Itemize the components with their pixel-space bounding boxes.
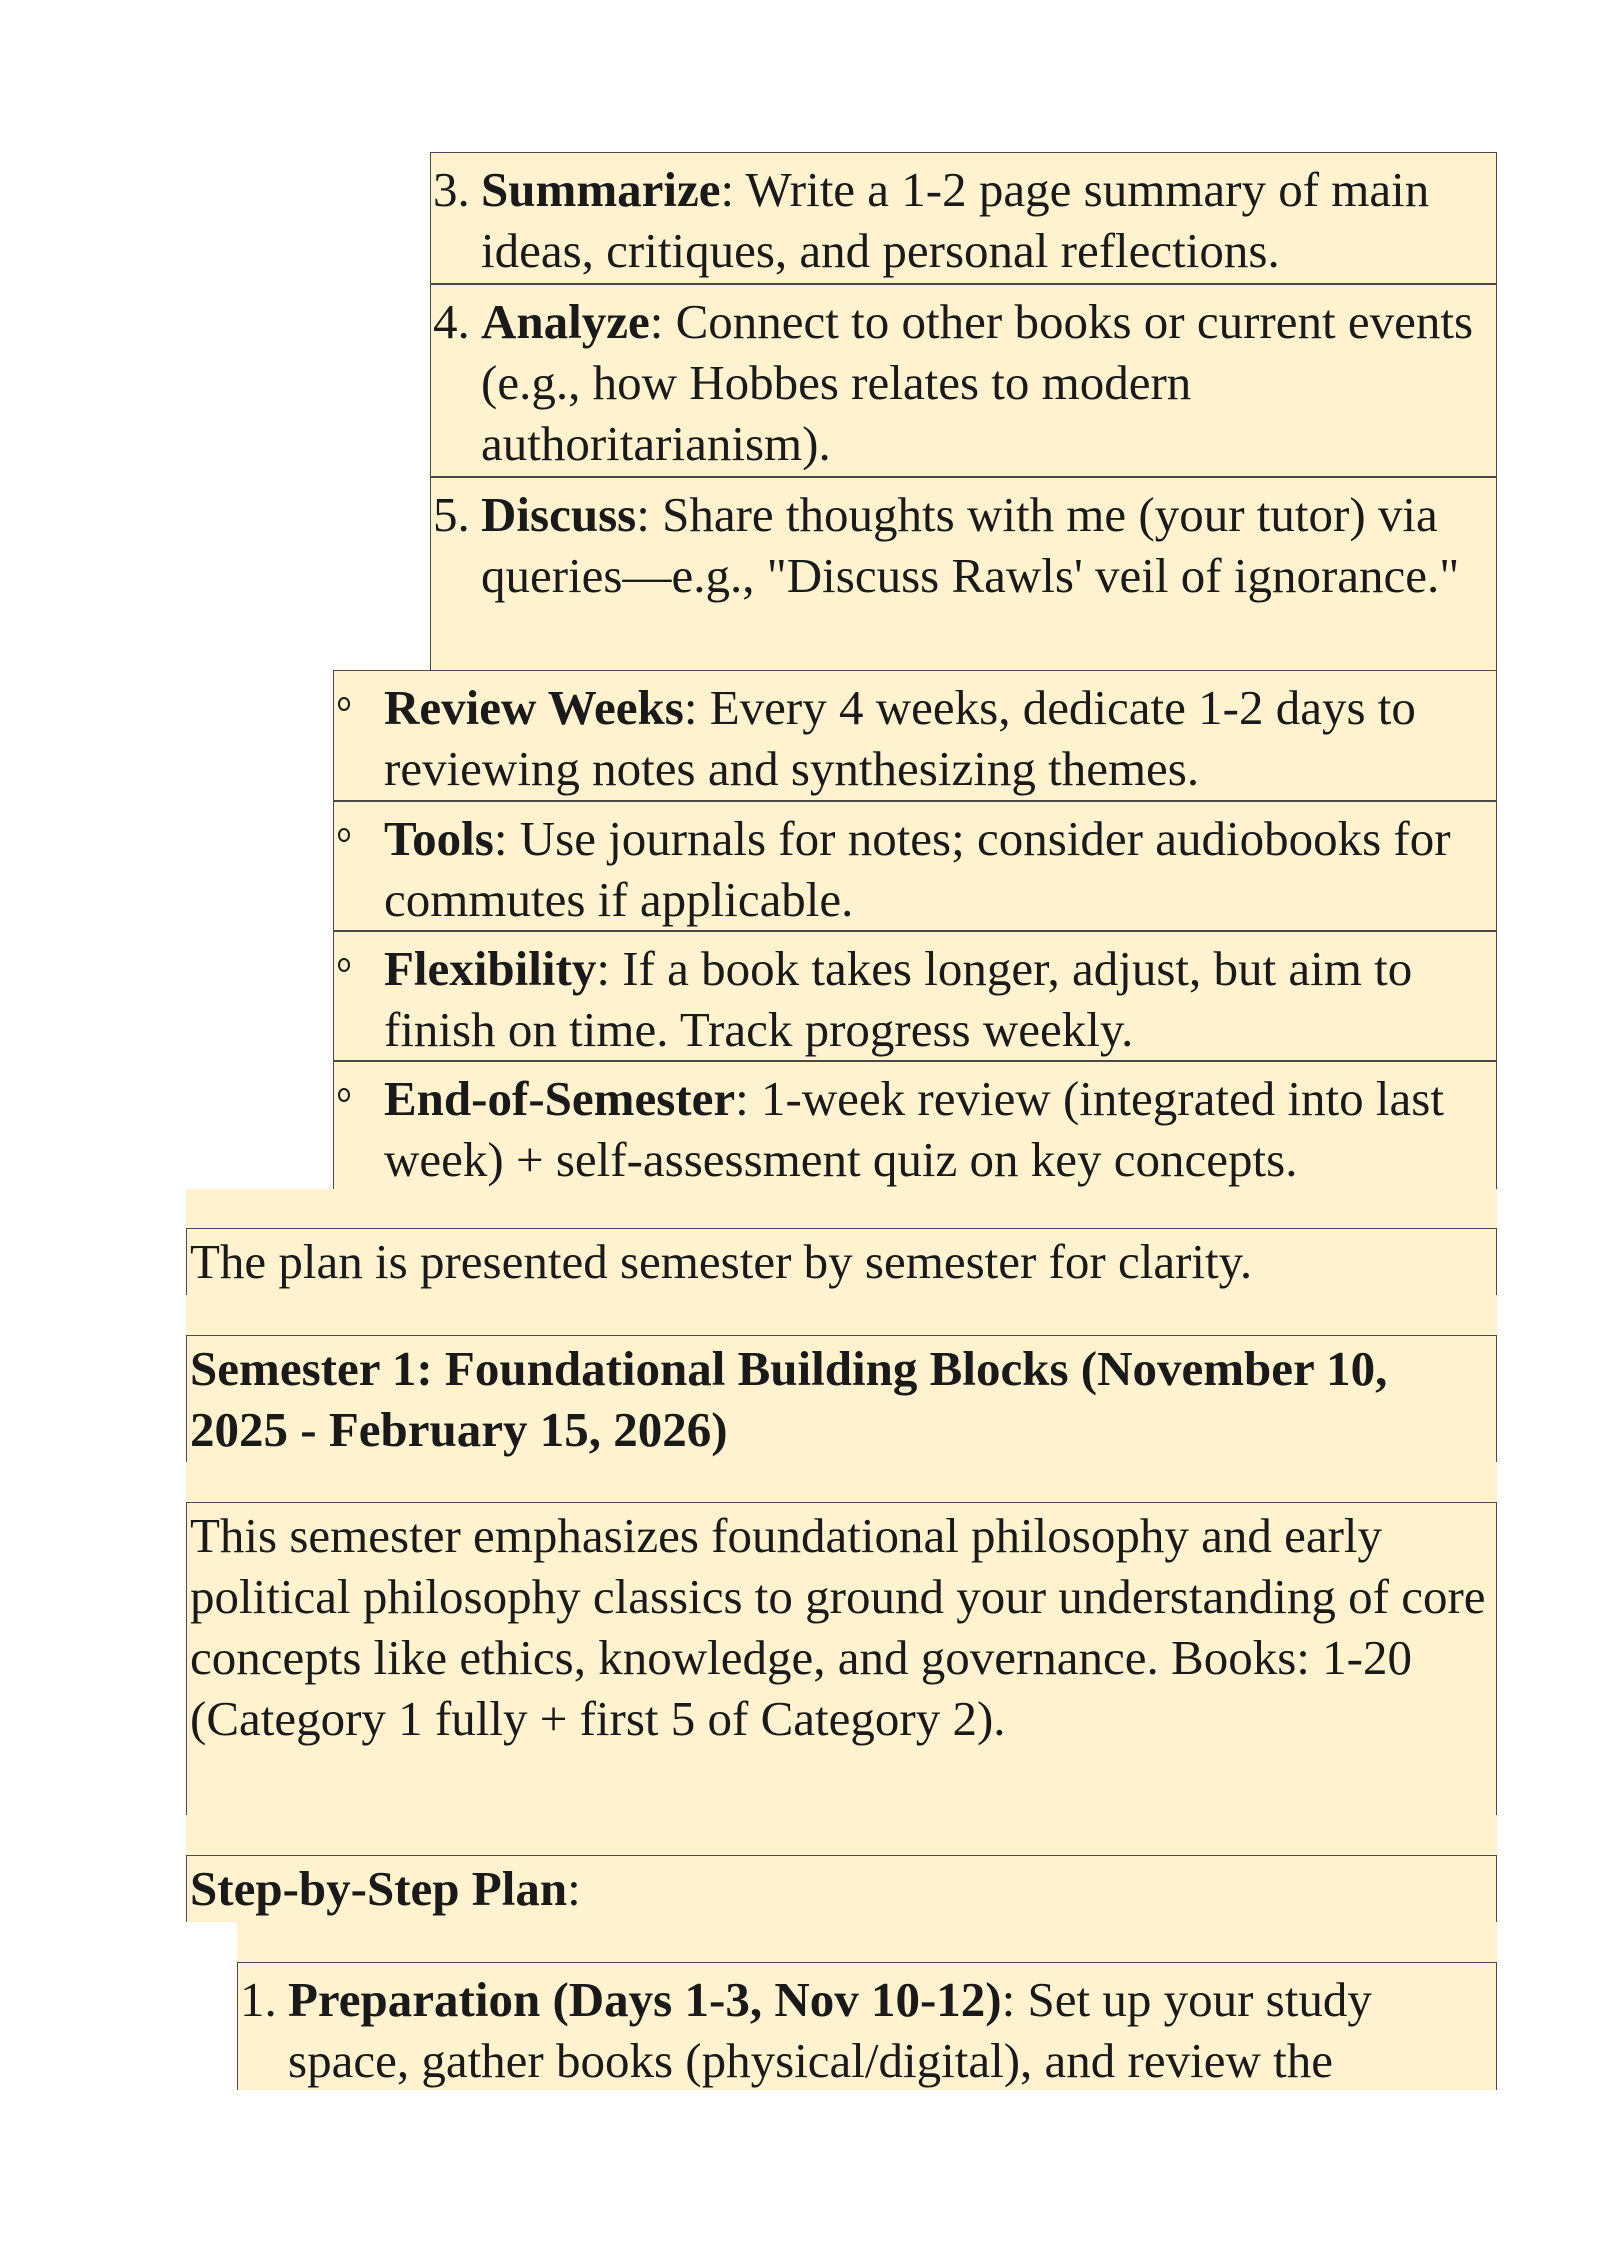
circle-bullet-icon [338,1088,350,1102]
bullet-term: Review Weeks [384,680,684,735]
shading-gap [186,1295,1497,1335]
semester-description-text: This semester emphasizes foundational philosophy and early political philosophy classics to ground your understanding of core concepts like ethics, knowledge, and governance. Books: 1-20 (Category 1 fully + first 5 of Category 2). [190,1508,1486,1746]
shading-gap [186,1462,1497,1502]
list-number: 4. [433,294,470,349]
plan-heading [186,1855,1497,1922]
bullet-term: End-of-Semester [384,1071,736,1126]
step-term: Discuss [481,487,637,542]
step-text: : Connect to other books or current events (e.g., how Hobbes relates to modern authoritarianism). [481,294,1474,471]
list-number: 1. [240,1972,277,2027]
intro-paragraph [186,1228,1497,1295]
bullet-text: : 1-week review (integrated into last week) + self-assessment quiz on key concepts. [384,1071,1444,1187]
step-text: : Share thoughts with me (your tutor) via queries—e.g., "Discuss Rawls' veil of ignorance." [481,487,1460,603]
semester-description [186,1502,1497,1815]
list-number: 3. [433,162,470,217]
step-text: : Set up your study space, gather books (physical/digital), and review the [288,1972,1372,2088]
intro-text: The plan is presented semester by semester for clarity. [190,1234,1253,1289]
list-item-step-3 [430,152,1497,284]
bullet-item-review-weeks [333,670,1497,801]
bullet-term: Tools [384,811,494,866]
step-text: : Write a 1-2 page summary of main ideas, critiques, and personal reflections. [481,162,1430,278]
bullet-text: : Use journals for notes; consider audiobooks for commutes if applicable. [384,811,1451,927]
semester-heading [186,1335,1497,1462]
shading-gap [237,1922,1497,1962]
circle-bullet-icon [338,958,350,972]
circle-bullet-icon [338,697,350,711]
bullet-text: : If a book takes longer, adjust, but aim to finish on time. Track progress weekly. [384,941,1413,1057]
bullet-term: Flexibility [384,941,597,996]
plan-heading-colon: : [567,1861,581,1916]
step-term: Analyze [481,294,650,349]
shading-gap [186,1815,1497,1855]
plan-heading-text: Step-by-Step Plan [190,1861,568,1916]
step-term: Preparation (Days 1-3, Nov 10-12) [288,1972,1002,2027]
semester-title: Semester 1: Foundational Building Blocks (November 10, 2025 - February 15, 2026) [190,1341,1388,1457]
list-item-step-4 [430,284,1497,477]
circle-bullet-icon [338,828,350,842]
list-item-preparation [237,1962,1497,2090]
list-item-step-5 [430,477,1497,671]
bullet-item-flexibility [333,931,1497,1061]
shading-gap [186,1189,1497,1228]
bullet-text: : Every 4 weeks, dedicate 1-2 days to reviewing notes and synthesizing themes. [384,680,1416,796]
bullet-item-end-of-semester [333,1061,1497,1189]
step-term: Summarize [481,162,721,217]
bullet-item-tools [333,801,1497,931]
list-number: 5. [433,487,470,542]
